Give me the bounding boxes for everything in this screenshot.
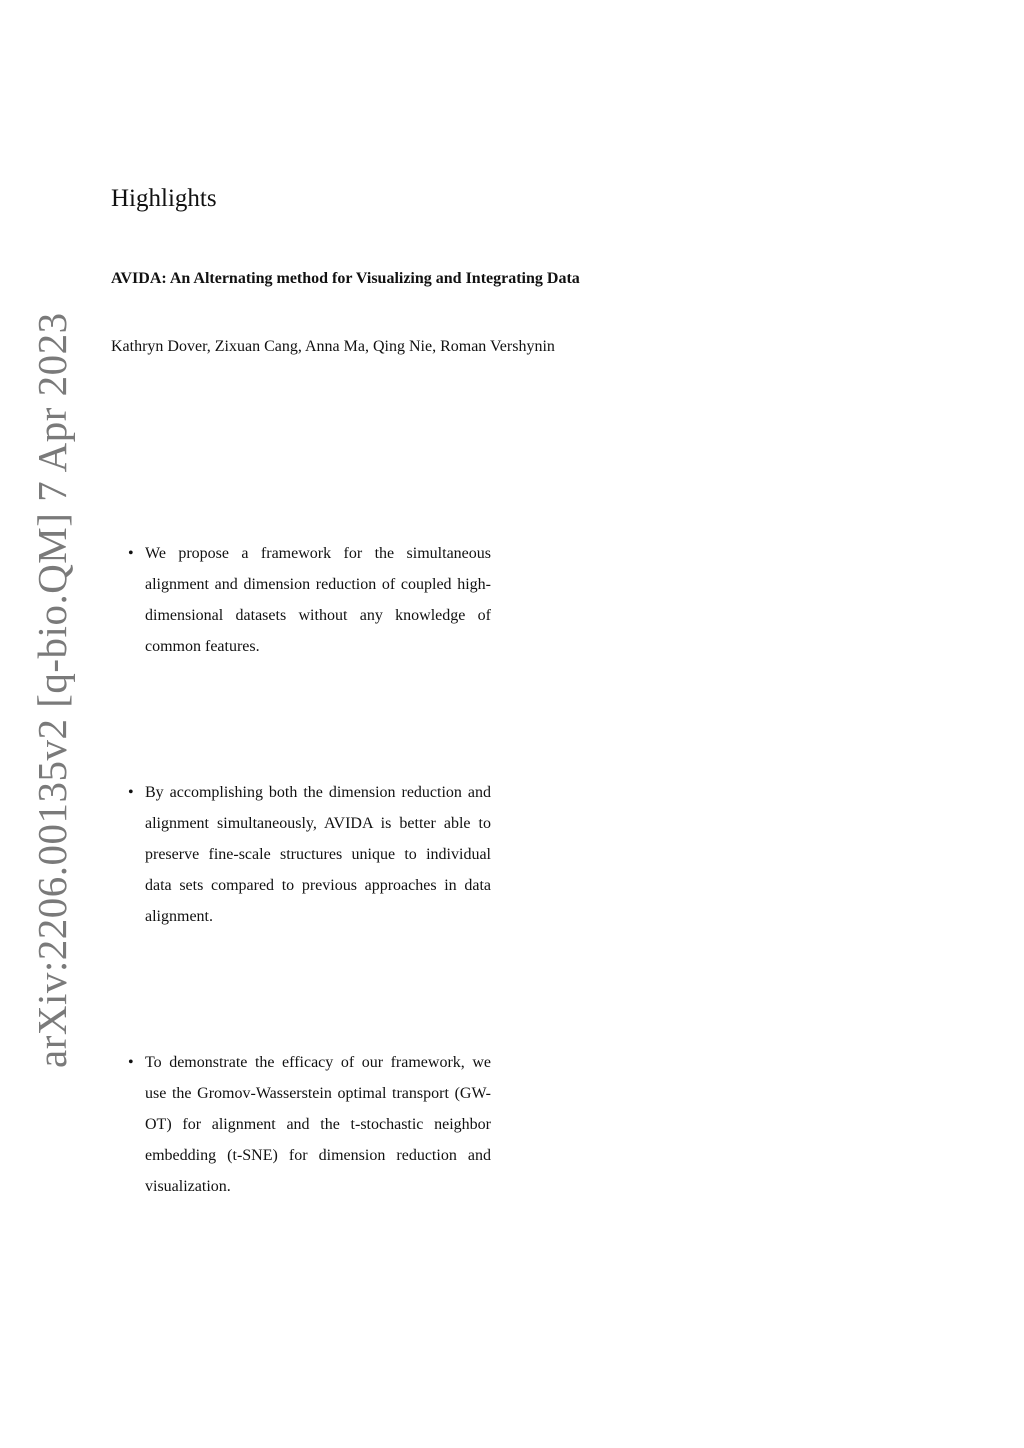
highlight-item xyxy=(128,1047,509,1202)
bullet-icon: • xyxy=(128,1054,134,1071)
paper-title: AVIDA: An Alternating method for Visualizing and Integrating Data xyxy=(111,270,580,287)
arxiv-identifier-stamp: arXiv:2206.00135v2 [q-bio.QM] 7 Apr 2023 xyxy=(29,312,75,1068)
highlight-item xyxy=(128,538,509,662)
highlights-heading: Highlights xyxy=(111,185,217,212)
highlight-item xyxy=(128,777,509,932)
highlight-text: We propose a framework for the simultaneous alignment and dimension reduction of coupled high-dimensional datasets without any knowledge of common features. xyxy=(145,545,491,655)
highlight-text: To demonstrate the efficacy of our framework, we use the Gromov-Wasserstein optimal transport (GW-OT) for alignment and the t-stochastic neighbor embedding (t-SNE) for dimension reduction and visualization. xyxy=(145,1054,491,1195)
highlight-text: By accomplishing both the dimension reduction and alignment simultaneously, AVIDA is better able to preserve fine-scale structures unique to individual data sets compared to previous approaches in data alignment. xyxy=(145,784,491,925)
bullet-icon: • xyxy=(128,784,134,801)
bullet-icon: • xyxy=(128,545,134,562)
author-list: Kathryn Dover, Zixuan Cang, Anna Ma, Qing Nie, Roman Vershynin xyxy=(111,338,555,355)
